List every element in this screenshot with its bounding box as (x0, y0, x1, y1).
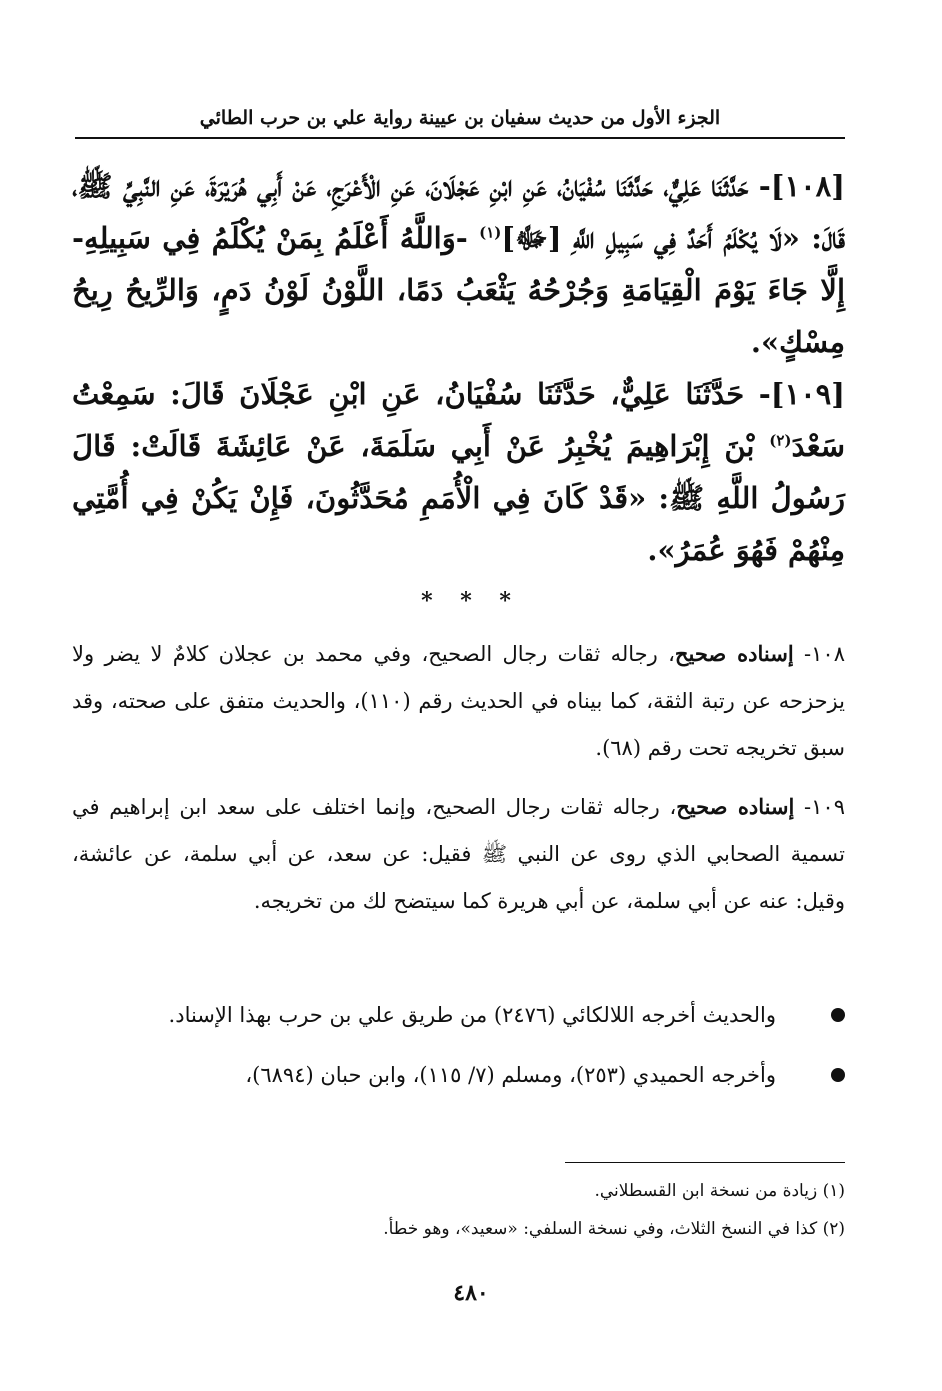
commentary-108-text: ، رجاله ثقات رجال الصحيح، وفي محمد بن عجلان كلامٌ لا يضر ولا يزحزحه عن رتبة الثقة، كما بيناه في الحديث رقم (١١٠)، والحديث متفق على صحته، وقد سبق تخريجه تحت رقم (٦٨). (72, 642, 845, 760)
commentary-109-text: ، رجاله ثقات رجال الصحيح، وإنما اختلف على سعد ابن إبراهيم في تسمية الصحابي الذي روى عن النبي ﷺ فقيل: عن سعد، عن أبي سلمة، عن عائشة، وقيل: عنه عن أبي سلمة، عن أبي هريرة كما سيتضح لك من تخريجه. (72, 795, 845, 913)
bullet-item-2 (72, 1050, 845, 1100)
bullet-dot-icon (831, 1068, 845, 1082)
bullet-dot-icon (831, 1008, 845, 1022)
hadith-109-text-a: [١٠٩]- حَدَّثَنَا عَلِيٌّ، حَدَّثَنَا سُفْيَانُ، عَنِ ابْنِ عَجْلَانَ قَالَ: سَمِعْتُ سَعْدَ (72, 377, 845, 463)
hadith-108-text (72, 160, 845, 368)
hadith-108 (72, 160, 845, 368)
commentary-109 (72, 783, 845, 925)
bullet-list (72, 990, 845, 1100)
footnote-ref-1[interactable]: (١) (479, 223, 502, 242)
bullet-item-1-text: والحديث أخرجه اللالكائي (٢٤٧٦) من طريق علي بن حرب بهذا الإسناد. (168, 1003, 776, 1027)
commentary-109-number: ١٠٩- (794, 795, 845, 819)
footnote-ref-2[interactable]: (٢) (769, 431, 792, 450)
hadith-109-text-b: بْنَ إِبْرَاهِيمَ يُخْبِرُ عَنْ أَبِي سَلَمَةَ، عَنْ عَائِشَةَ قَالَتْ: قَالَ رَسُولُ اللَّهِ ﷺ: «قَدْ كَانَ فِي الْأُمَمِ مُحَدَّثُونَ، فَإِنْ يَكُنْ فِي أُمَّتِي مِنْهُمْ فَهُوَ عُمَرُ». (72, 429, 845, 567)
header-rule (75, 137, 845, 139)
commentary-108-verdict: إسناده صحيح (674, 641, 794, 666)
footnote-rule (565, 1162, 845, 1163)
bullet-item-1 (72, 990, 845, 1040)
hadith-108-text-b: -وَاللَّهُ أَعْلَمُ بِمَنْ يُكْلَمُ فِي سَبِيلِهِ- إِلَّا جَاءَ يَوْمَ الْقِيَامَةِ وَجُرْحُهُ يَثْعَبُ دَمًا، اللَّوْنُ لَوْنُ دَمٍ، وَالرِّيحُ رِيحُ مِسْكٍ». (72, 221, 845, 359)
page-number: ٤٨٠ (453, 1280, 489, 1306)
footnotes (72, 1172, 845, 1248)
footnote-2: (٢) كذا في النسخ الثلاث، وفي نسخة السلفي: «سعيد»، وهو خطأ. (383, 1219, 845, 1239)
hadith-109 (72, 368, 845, 576)
commentary-108-number: ١٠٨- (793, 642, 845, 666)
commentary-108 (72, 630, 845, 772)
footnote-1: (١) زيادة من نسخة ابن القسطلاني. (594, 1181, 845, 1201)
bullet-item-2-text: وأخرجه الحميدي (٢٥٣)، ومسلم (٧/ ١١٥)، وابن حبان (٦٨٩٤)، (245, 1063, 776, 1087)
running-header: الجزء الأول من حديث سفيان بن عيينة رواية علي بن حرب الطائي (199, 107, 721, 129)
hadith-108-text-a: [١٠٨]- حَدَّثَنَا عَلِيٌّ، حَدَّثَنَا سُفْيَانُ، عَنِ ابْنِ عَجْلَانَ، عَنِ الْأَعْرَجِ، عَنْ أَبِي هُرَيْرَةَ، عَنِ النَّبِيِّ ﷺ، قَالَ: «لَا يُكْلَمُ أَحَدٌ فِي سَبِيلِ اللَّهِ [ﷻ] (72, 169, 846, 255)
commentary-109-verdict: إسناده صحيح (676, 794, 795, 819)
section-separator: * * * (421, 588, 521, 614)
hadith-109-text (72, 368, 845, 576)
